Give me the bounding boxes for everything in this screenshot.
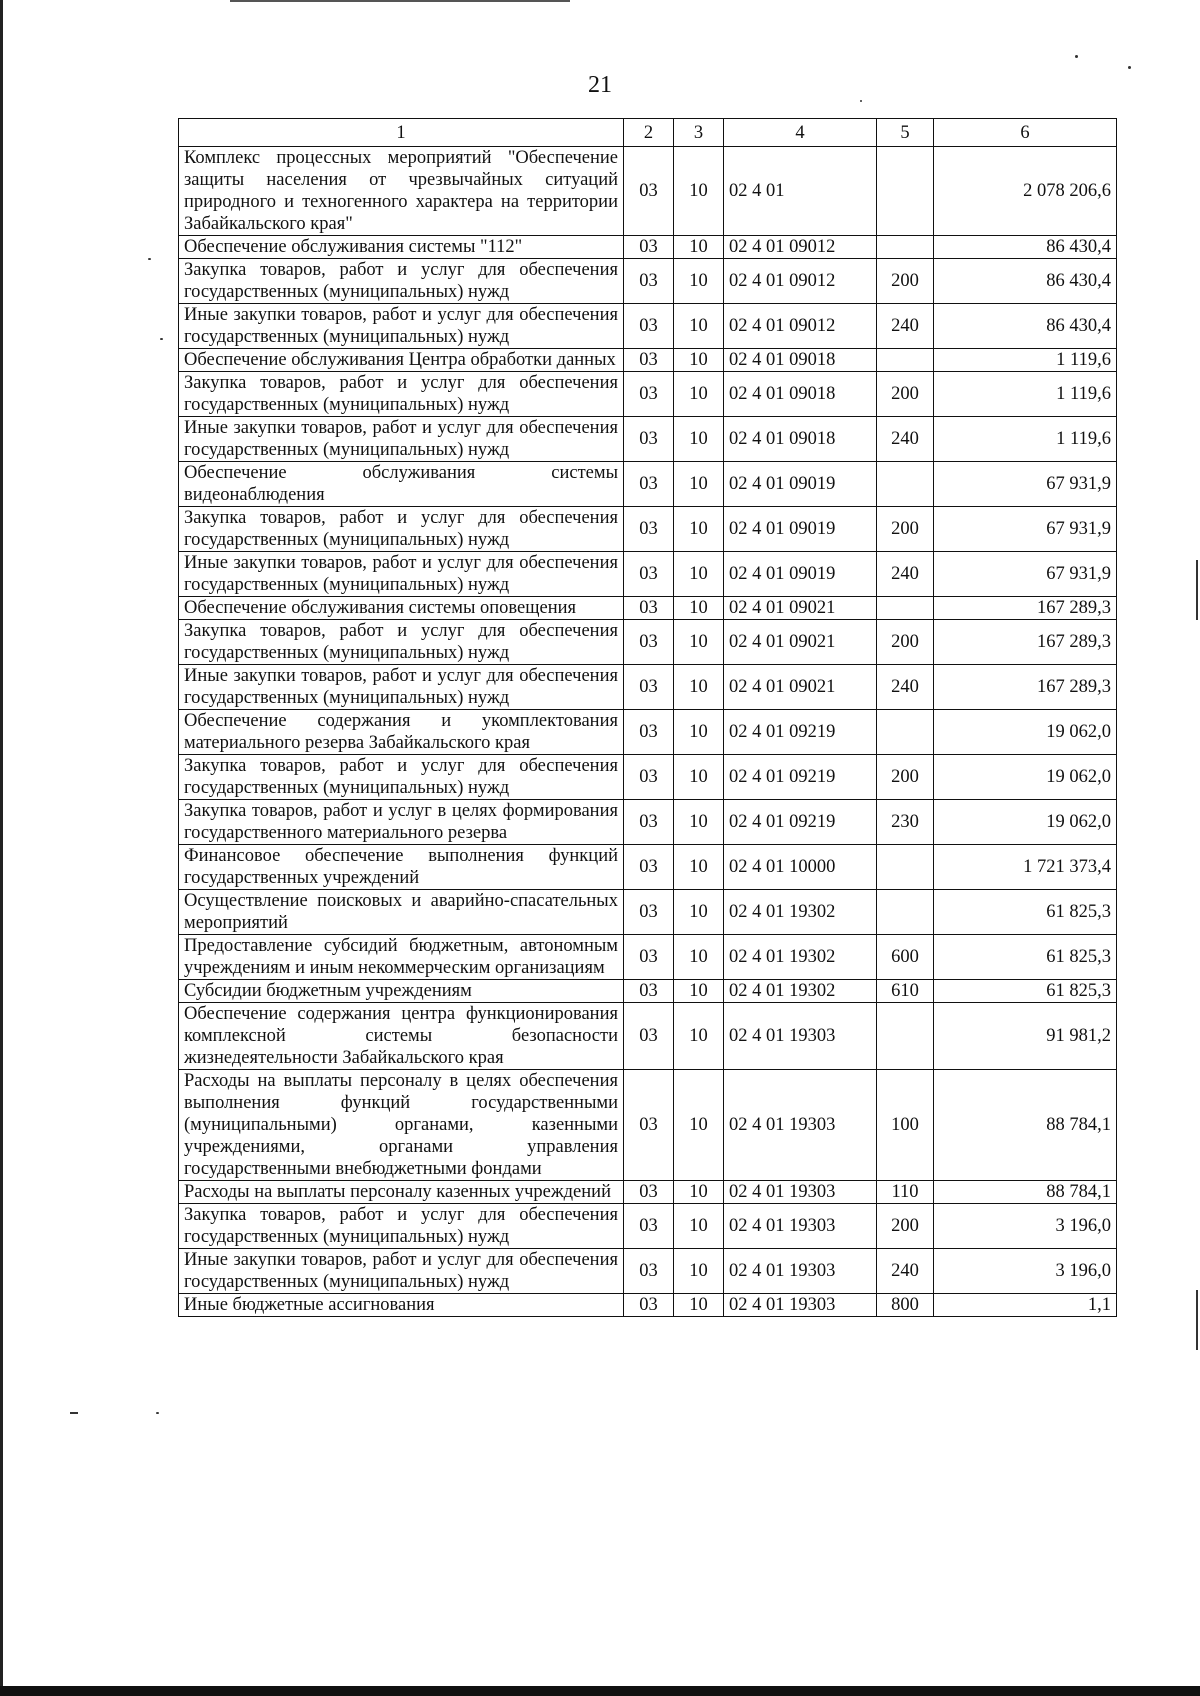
amount-cell: 1 721 373,4 bbox=[934, 845, 1117, 890]
section-code-cell: 03 bbox=[624, 1204, 674, 1249]
expense-type-cell bbox=[877, 147, 934, 236]
scan-speck bbox=[70, 1412, 78, 1414]
row-name-cell: Иные закупки товаров, работ и услуг для обеспечения государственных (муниципальных) нужд bbox=[179, 417, 624, 462]
table-row bbox=[179, 372, 1117, 417]
amount-cell: 19 062,0 bbox=[934, 800, 1117, 845]
amount-cell: 67 931,9 bbox=[934, 552, 1117, 597]
amount-cell: 3 196,0 bbox=[934, 1249, 1117, 1294]
target-article-cell: 02 4 01 09021 bbox=[724, 665, 877, 710]
subsection-code-cell: 10 bbox=[674, 507, 724, 552]
target-article-cell: 02 4 01 09018 bbox=[724, 372, 877, 417]
target-article-cell: 02 4 01 19303 bbox=[724, 1003, 877, 1070]
expense-type-cell: 200 bbox=[877, 259, 934, 304]
target-article-cell: 02 4 01 19302 bbox=[724, 890, 877, 935]
target-article-cell: 02 4 01 19303 bbox=[724, 1249, 877, 1294]
table-row bbox=[179, 665, 1117, 710]
subsection-code-cell: 10 bbox=[674, 236, 724, 259]
row-name-cell: Субсидии бюджетным учреждениям bbox=[179, 980, 624, 1003]
target-article-cell: 02 4 01 bbox=[724, 147, 877, 236]
table-row bbox=[179, 980, 1117, 1003]
subsection-code-cell: 10 bbox=[674, 890, 724, 935]
column-header-2: 2 bbox=[624, 119, 674, 147]
row-name-cell: Обеспечение обслуживания системы "112" bbox=[179, 236, 624, 259]
expense-type-cell: 240 bbox=[877, 304, 934, 349]
expense-type-cell: 240 bbox=[877, 665, 934, 710]
amount-cell: 1 119,6 bbox=[934, 372, 1117, 417]
table-row bbox=[179, 755, 1117, 800]
amount-cell: 88 784,1 bbox=[934, 1181, 1117, 1204]
subsection-code-cell: 10 bbox=[674, 462, 724, 507]
target-article-cell: 02 4 01 19302 bbox=[724, 935, 877, 980]
section-code-cell: 03 bbox=[624, 552, 674, 597]
expense-type-cell: 800 bbox=[877, 1294, 934, 1317]
table-row bbox=[179, 1003, 1117, 1070]
subsection-code-cell: 10 bbox=[674, 259, 724, 304]
amount-cell: 167 289,3 bbox=[934, 597, 1117, 620]
target-article-cell: 02 4 01 09012 bbox=[724, 236, 877, 259]
expense-type-cell: 200 bbox=[877, 507, 934, 552]
amount-cell: 19 062,0 bbox=[934, 755, 1117, 800]
expense-type-cell: 240 bbox=[877, 417, 934, 462]
subsection-code-cell: 10 bbox=[674, 935, 724, 980]
table-row bbox=[179, 1181, 1117, 1204]
expense-type-cell: 240 bbox=[877, 552, 934, 597]
expense-type-cell: 100 bbox=[877, 1070, 934, 1181]
section-code-cell: 03 bbox=[624, 845, 674, 890]
subsection-code-cell: 10 bbox=[674, 372, 724, 417]
section-code-cell: 03 bbox=[624, 890, 674, 935]
expense-type-cell: 200 bbox=[877, 372, 934, 417]
section-code-cell: 03 bbox=[624, 372, 674, 417]
amount-cell: 167 289,3 bbox=[934, 620, 1117, 665]
table-row bbox=[179, 1249, 1117, 1294]
amount-cell: 2 078 206,6 bbox=[934, 147, 1117, 236]
scan-speck bbox=[156, 1412, 159, 1414]
subsection-code-cell: 10 bbox=[674, 845, 724, 890]
row-name-cell: Обеспечение содержания и укомплектования материального резерва Забайкальского края bbox=[179, 710, 624, 755]
section-code-cell: 03 bbox=[624, 147, 674, 236]
target-article-cell: 02 4 01 09021 bbox=[724, 620, 877, 665]
amount-cell: 1,1 bbox=[934, 1294, 1117, 1317]
table-body bbox=[179, 147, 1117, 1317]
row-name-cell: Осуществление поисковых и аварийно-спасательных мероприятий bbox=[179, 890, 624, 935]
section-code-cell: 03 bbox=[624, 755, 674, 800]
subsection-code-cell: 10 bbox=[674, 980, 724, 1003]
row-name-cell: Закупка товаров, работ и услуг для обеспечения государственных (муниципальных) нужд bbox=[179, 755, 624, 800]
column-header-4: 4 bbox=[724, 119, 877, 147]
table-row bbox=[179, 507, 1117, 552]
subsection-code-cell: 10 bbox=[674, 1181, 724, 1204]
amount-cell: 86 430,4 bbox=[934, 236, 1117, 259]
column-header-5: 5 bbox=[877, 119, 934, 147]
section-code-cell: 03 bbox=[624, 935, 674, 980]
amount-cell: 167 289,3 bbox=[934, 665, 1117, 710]
budget-table bbox=[178, 118, 1117, 1317]
row-name-cell: Предоставление субсидий бюджетным, автономным учреждениям и иным некоммерческим организациям bbox=[179, 935, 624, 980]
expense-type-cell bbox=[877, 890, 934, 935]
amount-cell: 67 931,9 bbox=[934, 462, 1117, 507]
target-article-cell: 02 4 01 19302 bbox=[724, 980, 877, 1003]
scan-speck bbox=[1128, 66, 1131, 69]
scan-speck bbox=[860, 100, 862, 102]
section-code-cell: 03 bbox=[624, 507, 674, 552]
table-row bbox=[179, 259, 1117, 304]
row-name-cell: Иные закупки товаров, работ и услуг для обеспечения государственных (муниципальных) нужд bbox=[179, 552, 624, 597]
subsection-code-cell: 10 bbox=[674, 710, 724, 755]
scan-speck bbox=[1075, 55, 1078, 58]
row-name-cell: Обеспечение обслуживания Центра обработки данных bbox=[179, 349, 624, 372]
section-code-cell: 03 bbox=[624, 1249, 674, 1294]
section-code-cell: 03 bbox=[624, 1070, 674, 1181]
column-header-3: 3 bbox=[674, 119, 724, 147]
expense-type-cell: 600 bbox=[877, 935, 934, 980]
expense-type-cell: 200 bbox=[877, 620, 934, 665]
row-name-cell: Иные закупки товаров, работ и услуг для обеспечения государственных (муниципальных) нужд bbox=[179, 304, 624, 349]
row-name-cell: Иные бюджетные ассигнования bbox=[179, 1294, 624, 1317]
subsection-code-cell: 10 bbox=[674, 1204, 724, 1249]
expense-type-cell bbox=[877, 710, 934, 755]
row-name-cell: Расходы на выплаты персоналу казенных учреждений bbox=[179, 1181, 624, 1204]
column-header-6: 6 bbox=[934, 119, 1117, 147]
amount-cell: 3 196,0 bbox=[934, 1204, 1117, 1249]
row-name-cell: Обеспечение обслуживания системы видеонаблюдения bbox=[179, 462, 624, 507]
expense-type-cell: 240 bbox=[877, 1249, 934, 1294]
scan-speck bbox=[160, 338, 163, 340]
subsection-code-cell: 10 bbox=[674, 800, 724, 845]
subsection-code-cell: 10 bbox=[674, 665, 724, 710]
row-name-cell: Закупка товаров, работ и услуг для обеспечения государственных (муниципальных) нужд bbox=[179, 259, 624, 304]
target-article-cell: 02 4 01 09219 bbox=[724, 755, 877, 800]
table-row bbox=[179, 597, 1117, 620]
target-article-cell: 02 4 01 09018 bbox=[724, 349, 877, 372]
target-article-cell: 02 4 01 09019 bbox=[724, 552, 877, 597]
row-name-cell: Закупка товаров, работ и услуг в целях формирования государственного материального резерва bbox=[179, 800, 624, 845]
table-row bbox=[179, 710, 1117, 755]
target-article-cell: 02 4 01 09019 bbox=[724, 462, 877, 507]
table-row bbox=[179, 1204, 1117, 1249]
section-code-cell: 03 bbox=[624, 1294, 674, 1317]
subsection-code-cell: 10 bbox=[674, 552, 724, 597]
column-header-1: 1 bbox=[179, 119, 624, 147]
scan-edge-bottom bbox=[0, 1686, 1200, 1696]
table-row bbox=[179, 1294, 1117, 1317]
target-article-cell: 02 4 01 19303 bbox=[724, 1181, 877, 1204]
table-row bbox=[179, 349, 1117, 372]
expense-type-cell: 200 bbox=[877, 1204, 934, 1249]
section-code-cell: 03 bbox=[624, 665, 674, 710]
target-article-cell: 02 4 01 19303 bbox=[724, 1294, 877, 1317]
expense-type-cell bbox=[877, 236, 934, 259]
subsection-code-cell: 10 bbox=[674, 417, 724, 462]
target-article-cell: 02 4 01 19303 bbox=[724, 1204, 877, 1249]
expense-type-cell bbox=[877, 349, 934, 372]
target-article-cell: 02 4 01 09219 bbox=[724, 800, 877, 845]
section-code-cell: 03 bbox=[624, 1181, 674, 1204]
table-row bbox=[179, 800, 1117, 845]
table-row bbox=[179, 890, 1117, 935]
row-name-cell: Обеспечение содержания центра функционирования комплексной системы безопасности жизнедеятельности Забайкальского края bbox=[179, 1003, 624, 1070]
amount-cell: 91 981,2 bbox=[934, 1003, 1117, 1070]
expense-type-cell: 200 bbox=[877, 755, 934, 800]
expense-type-cell: 610 bbox=[877, 980, 934, 1003]
row-name-cell: Закупка товаров, работ и услуг для обеспечения государственных (муниципальных) нужд bbox=[179, 1204, 624, 1249]
subsection-code-cell: 10 bbox=[674, 147, 724, 236]
expense-type-cell: 110 bbox=[877, 1181, 934, 1204]
page-number: 21 bbox=[588, 72, 612, 98]
table-row bbox=[179, 845, 1117, 890]
amount-cell: 1 119,6 bbox=[934, 349, 1117, 372]
table-row bbox=[179, 1070, 1117, 1181]
section-code-cell: 03 bbox=[624, 597, 674, 620]
subsection-code-cell: 10 bbox=[674, 597, 724, 620]
subsection-code-cell: 10 bbox=[674, 1070, 724, 1181]
row-name-cell: Закупка товаров, работ и услуг для обеспечения государственных (муниципальных) нужд bbox=[179, 372, 624, 417]
table-row bbox=[179, 147, 1117, 236]
table-row bbox=[179, 462, 1117, 507]
section-code-cell: 03 bbox=[624, 620, 674, 665]
row-name-cell: Закупка товаров, работ и услуг для обеспечения государственных (муниципальных) нужд bbox=[179, 507, 624, 552]
row-name-cell: Комплекс процессных мероприятий "Обеспечение защиты населения от чрезвычайных ситуаций природного и техногенного характера на территории Забайкальского края" bbox=[179, 147, 624, 236]
amount-cell: 61 825,3 bbox=[934, 890, 1117, 935]
row-name-cell: Иные закупки товаров, работ и услуг для обеспечения государственных (муниципальных) нужд bbox=[179, 665, 624, 710]
amount-cell: 86 430,4 bbox=[934, 259, 1117, 304]
target-article-cell: 02 4 01 09012 bbox=[724, 259, 877, 304]
amount-cell: 61 825,3 bbox=[934, 935, 1117, 980]
scan-edge-left bbox=[0, 0, 3, 1696]
amount-cell: 1 119,6 bbox=[934, 417, 1117, 462]
scan-edge-top bbox=[230, 0, 570, 2]
target-article-cell: 02 4 01 09018 bbox=[724, 417, 877, 462]
expense-type-cell bbox=[877, 845, 934, 890]
table-row bbox=[179, 417, 1117, 462]
scan-speck bbox=[148, 258, 151, 260]
expense-type-cell: 230 bbox=[877, 800, 934, 845]
subsection-code-cell: 10 bbox=[674, 620, 724, 665]
table-row bbox=[179, 304, 1117, 349]
amount-cell: 61 825,3 bbox=[934, 980, 1117, 1003]
expense-type-cell bbox=[877, 1003, 934, 1070]
section-code-cell: 03 bbox=[624, 1003, 674, 1070]
section-code-cell: 03 bbox=[624, 462, 674, 507]
row-name-cell: Финансовое обеспечение выполнения функций государственных учреждений bbox=[179, 845, 624, 890]
amount-cell: 19 062,0 bbox=[934, 710, 1117, 755]
table-row bbox=[179, 236, 1117, 259]
section-code-cell: 03 bbox=[624, 304, 674, 349]
table-row bbox=[179, 552, 1117, 597]
section-code-cell: 03 bbox=[624, 800, 674, 845]
table-row bbox=[179, 620, 1117, 665]
target-article-cell: 02 4 01 09021 bbox=[724, 597, 877, 620]
section-code-cell: 03 bbox=[624, 710, 674, 755]
subsection-code-cell: 10 bbox=[674, 304, 724, 349]
scan-speck bbox=[1196, 560, 1198, 620]
target-article-cell: 02 4 01 09012 bbox=[724, 304, 877, 349]
amount-cell: 67 931,9 bbox=[934, 507, 1117, 552]
section-code-cell: 03 bbox=[624, 259, 674, 304]
row-name-cell: Иные закупки товаров, работ и услуг для обеспечения государственных (муниципальных) нужд bbox=[179, 1249, 624, 1294]
section-code-cell: 03 bbox=[624, 236, 674, 259]
target-article-cell: 02 4 01 09219 bbox=[724, 710, 877, 755]
table-header-row bbox=[179, 119, 1117, 147]
amount-cell: 88 784,1 bbox=[934, 1070, 1117, 1181]
target-article-cell: 02 4 01 19303 bbox=[724, 1070, 877, 1181]
row-name-cell: Расходы на выплаты персоналу в целях обеспечения выполнения функций государственными (муниципальными) органами, казенными учреждениями, органами управления государственными внебюджетными фондами bbox=[179, 1070, 624, 1181]
subsection-code-cell: 10 bbox=[674, 1249, 724, 1294]
section-code-cell: 03 bbox=[624, 417, 674, 462]
section-code-cell: 03 bbox=[624, 349, 674, 372]
subsection-code-cell: 10 bbox=[674, 1003, 724, 1070]
expense-type-cell bbox=[877, 462, 934, 507]
subsection-code-cell: 10 bbox=[674, 349, 724, 372]
expense-type-cell bbox=[877, 597, 934, 620]
target-article-cell: 02 4 01 09019 bbox=[724, 507, 877, 552]
target-article-cell: 02 4 01 10000 bbox=[724, 845, 877, 890]
subsection-code-cell: 10 bbox=[674, 755, 724, 800]
amount-cell: 86 430,4 bbox=[934, 304, 1117, 349]
subsection-code-cell: 10 bbox=[674, 1294, 724, 1317]
section-code-cell: 03 bbox=[624, 980, 674, 1003]
scan-speck bbox=[1196, 1290, 1198, 1350]
row-name-cell: Закупка товаров, работ и услуг для обеспечения государственных (муниципальных) нужд bbox=[179, 620, 624, 665]
row-name-cell: Обеспечение обслуживания системы оповещения bbox=[179, 597, 624, 620]
table-row bbox=[179, 935, 1117, 980]
